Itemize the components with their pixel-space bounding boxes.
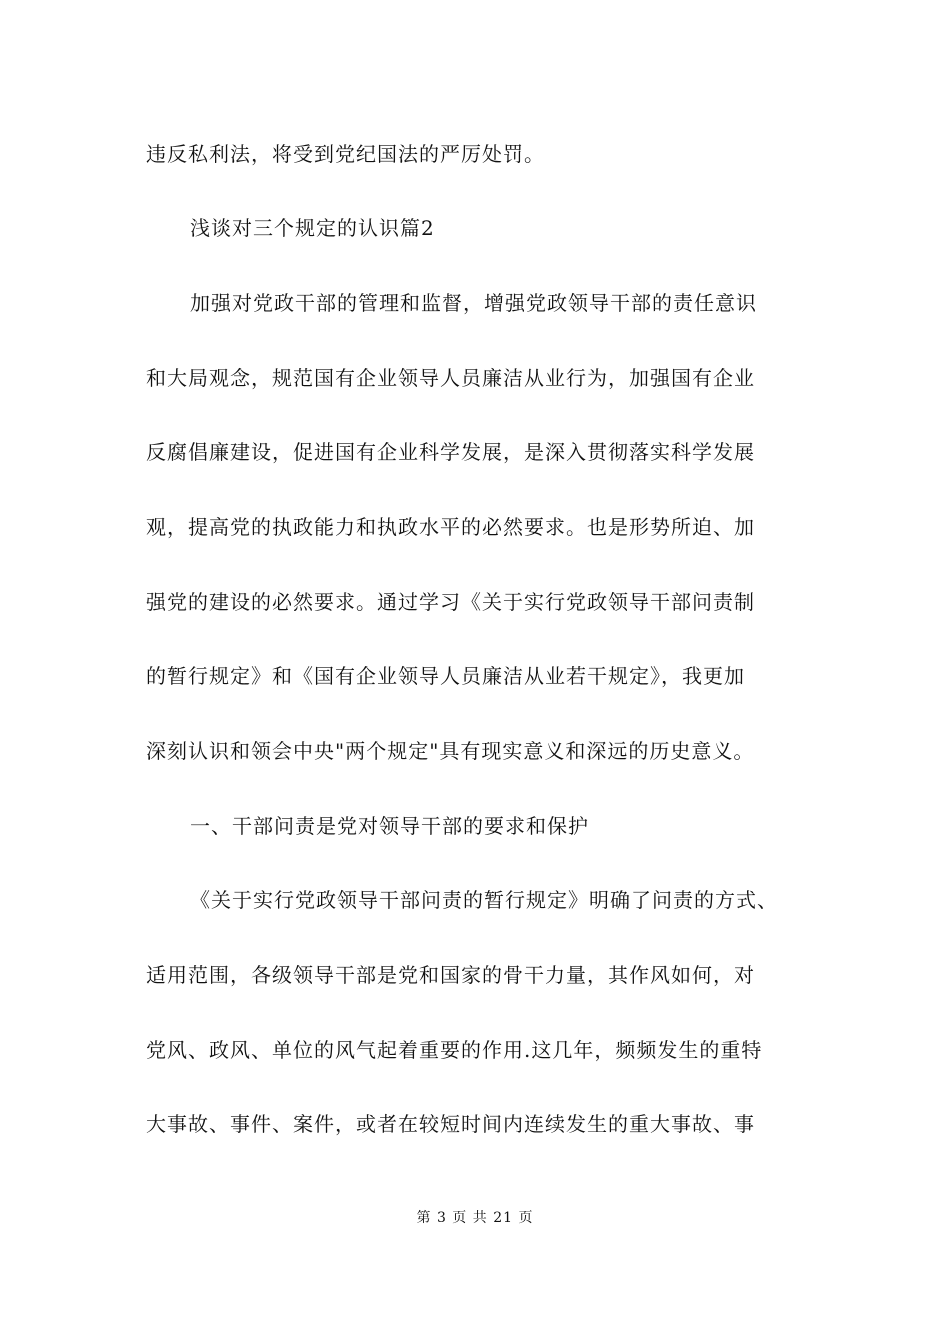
text-line-12: 适用范围，各级领导干部是党和国家的骨干力量，其作风如何，对 xyxy=(146,963,755,987)
section-heading: 浅谈对三个规定的认识篇2 xyxy=(190,216,435,240)
text-line-11: 《关于实行党政领导干部问责的暂行规定》明确了问责的方式、 xyxy=(190,888,778,912)
text-line-14: 大事故、事件、案件，或者在较短时间内连续发生的重大事故、事 xyxy=(146,1112,755,1136)
text-line-1: 违反私利法，将受到党纪国法的严厉处罚。 xyxy=(146,142,545,166)
text-line-8: 的暂行规定》和《国有企业领导人员廉洁从业若干规定》，我更加 xyxy=(146,664,745,688)
page-footer: 第 3 页 共 21 页 xyxy=(416,1210,534,1226)
text-line-5: 反腐倡廉建设，促进国有企业科学发展，是深入贯彻落实科学发展 xyxy=(146,440,755,464)
text-line-7: 强党的建设的必然要求。通过学习《关于实行党政领导干部问责制 xyxy=(146,590,755,614)
text-line-13: 党风、政风、单位的风气起着重要的作用.这几年，频频发生的重特 xyxy=(146,1038,763,1062)
text-line-6: 观，提高党的执政能力和执政水平的必然要求。也是形势所迫、加 xyxy=(146,515,755,539)
text-line-9: 深刻认识和领会中央"两个规定"具有现实意义和深远的历史意义。 xyxy=(146,739,755,763)
text-line-3: 加强对党政干部的管理和监督，增强党政领导干部的责任意识 xyxy=(190,291,757,315)
text-line-4: 和大局观念，规范国有企业领导人员廉洁从业行为，加强国有企业 xyxy=(146,366,755,390)
subsection-heading: 一、干部问责是党对领导干部的要求和保护 xyxy=(190,814,589,838)
